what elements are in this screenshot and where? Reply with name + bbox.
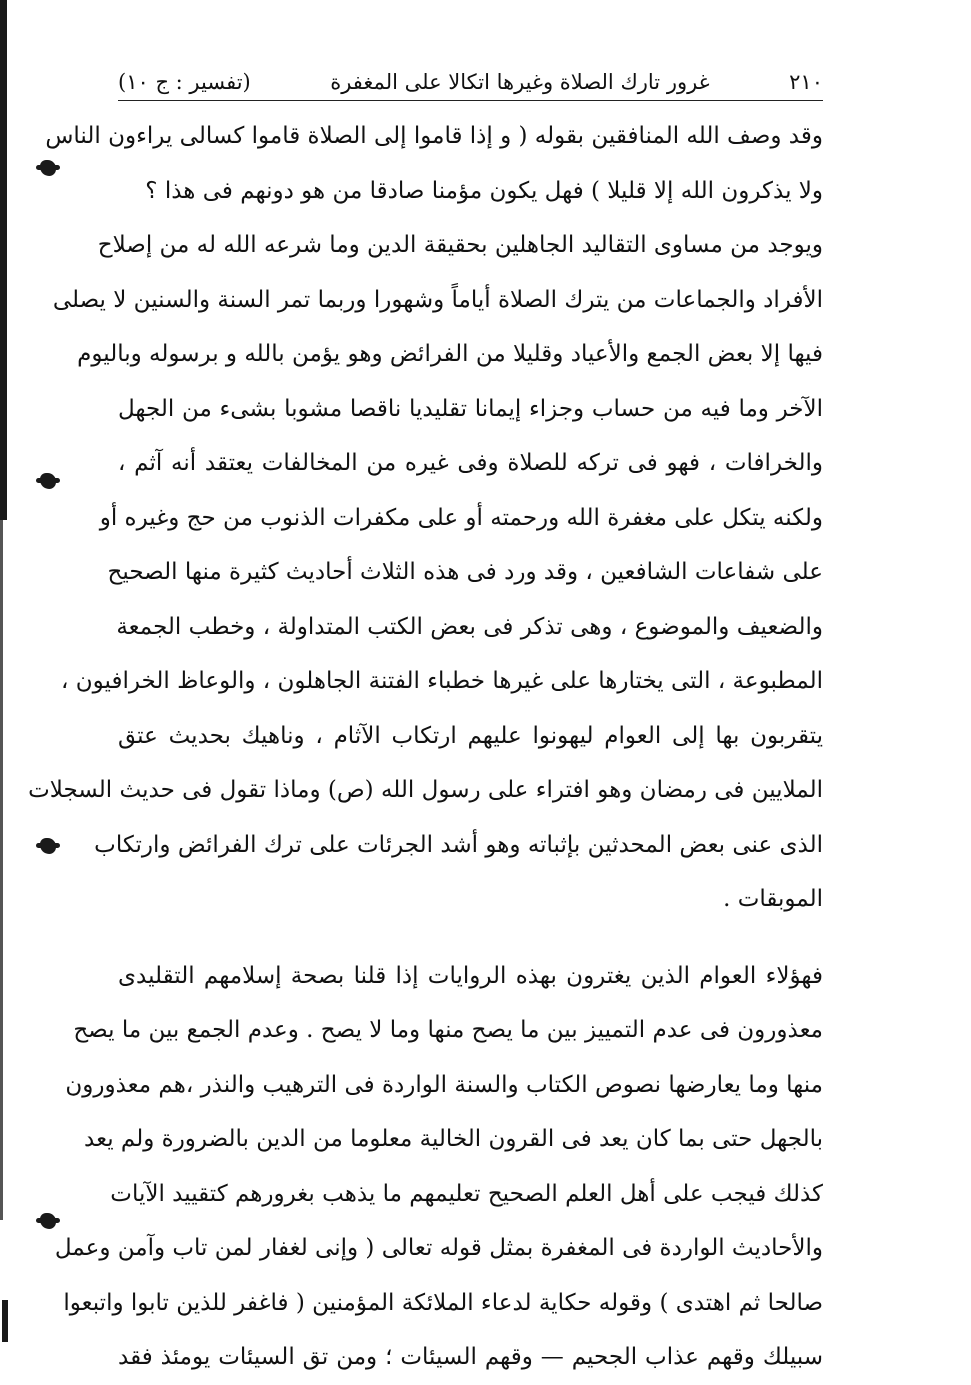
text-line: الذى عنى بعض المحدثين بإثباته وهو أشد الجرئات على ترك الفرائض وارتكاب bbox=[94, 831, 823, 858]
text-line: ويوجد من مساوى التقاليد الجاهلين بحقيقة الدين وما شرعه الله له من إصلاح bbox=[97, 232, 823, 258]
text-line: معذورون فى عدم التمييز بين ما يصح منها وما لا يصح . وعدم الجمع بين ما يصح bbox=[73, 1017, 823, 1043]
text-line: سبيلك وقهم عذاب الجحيم — وقهم السيئات ؛ ومن تق السيئات يومئذ فقد bbox=[118, 1344, 823, 1370]
binding-hole-mark bbox=[40, 1213, 56, 1229]
paragraph-2 bbox=[28, 218, 823, 927]
text-line: يتقربون بها إلى العوام ليهونوا عليهم ارتكاب الآثام ، وناهيك بحديث عتق bbox=[118, 722, 823, 749]
text-line: فهؤلاء العوام الذين يغترون بهذه الروايات إذا قلنا بصحة إسلامهم التقليدى bbox=[118, 962, 823, 989]
text-line: ولا يذكرون الله إلا قليلا ) فهل يكون مؤمنا صادقا من هو دونهم فى هذا ؟ bbox=[145, 177, 823, 204]
binding-hole-mark bbox=[40, 473, 56, 489]
text-line: منها وما يعارضها نصوص الكتاب والسنة الواردة فى الترهيب والنذر ،هم معذورون bbox=[65, 1071, 823, 1098]
text-line: والأحاديث الواردة فى المغفرة بمثل قوله تعالى ( وإنى لغفار لمن تاب وآمن وعمل bbox=[54, 1235, 823, 1261]
text-line: الموبقات . bbox=[723, 886, 823, 912]
scan-edge-shadow bbox=[0, 0, 7, 520]
paragraph-1 bbox=[45, 109, 823, 218]
running-header bbox=[118, 70, 823, 101]
text-line: بالجهل حتى بما كان يعد فى القرون الخالية معلوما من الدين بالضرورة ولم يعد bbox=[84, 1126, 823, 1152]
text-line: والضعيف والموضوع ، وهى تذكر فى بعض الكتب المتداولة ، وخطب الجمعة bbox=[116, 613, 823, 640]
text-line: وقد وصف الله المنافقين بقوله ( و إذا قاموا إلى الصلاة قاموا كسالى يراءون الناس bbox=[45, 123, 823, 149]
text-line: والخرافات ، فهو فى تركه للصلاة وفى غيره من المخالفات يعتقد أنه آثم ، bbox=[118, 450, 823, 476]
text-line: على شفاعات الشافعين ، وقد ورد فى هذه الثلاث أحاديث كثيرة منها الصحيح bbox=[107, 559, 823, 585]
text-line: الملايين فى رمضان وهو افتراء على رسول الله (ص) وماذا تقول فى حديث السجلات bbox=[28, 777, 823, 803]
text-line: فيها إلا بعض الجمع والأعياد وقليلا من الفرائض وهو يؤمن بالله و برسوله وباليوم bbox=[77, 341, 823, 367]
book-reference: (تفسير : ج ١٠) bbox=[118, 70, 251, 94]
scan-edge-line bbox=[0, 520, 3, 1220]
page-number: ٢١٠ bbox=[789, 70, 823, 94]
text-line: صالحا ثم اهتدى ) وقوله حكاية لدعاء الملائكة المؤمنين ( فاغفر للذين تابوا واتبعوا bbox=[63, 1289, 823, 1316]
scan-edge-shadow-bottom bbox=[2, 1300, 8, 1342]
book-page bbox=[28, 70, 823, 1385]
text-line: الآخر وما فيه من حساب وجزاء إيمانا تقليديا ناقصا مشوبا بشىء من الجهل bbox=[118, 395, 823, 422]
text-line: ولكنه يتكل على مغفرة الله ورحمته أو على مكفرات الذنوب من حج وغيره أو bbox=[99, 504, 823, 531]
binding-hole-mark bbox=[40, 838, 56, 854]
text-line: كذلك فيجب على أهل العلم الصحيح تعليمهم ما يذهب بغرورهم كتقييد الآيات bbox=[110, 1180, 823, 1207]
paragraph-3 bbox=[54, 949, 823, 1385]
text-line: المطبوعة ، التى يختارها على غيرها خطباء الفتنة الجاهلون ، والوعاظ الخرافيون ، bbox=[61, 668, 823, 694]
text-line: الأفراد والجماعات من يترك الصلاة أياماً وشهورا وربما تمر السنة والسنين لا يصلى bbox=[52, 286, 823, 313]
running-title: غرور تارك الصلاة وغيرها اتكالا على المغفرة bbox=[330, 70, 710, 94]
